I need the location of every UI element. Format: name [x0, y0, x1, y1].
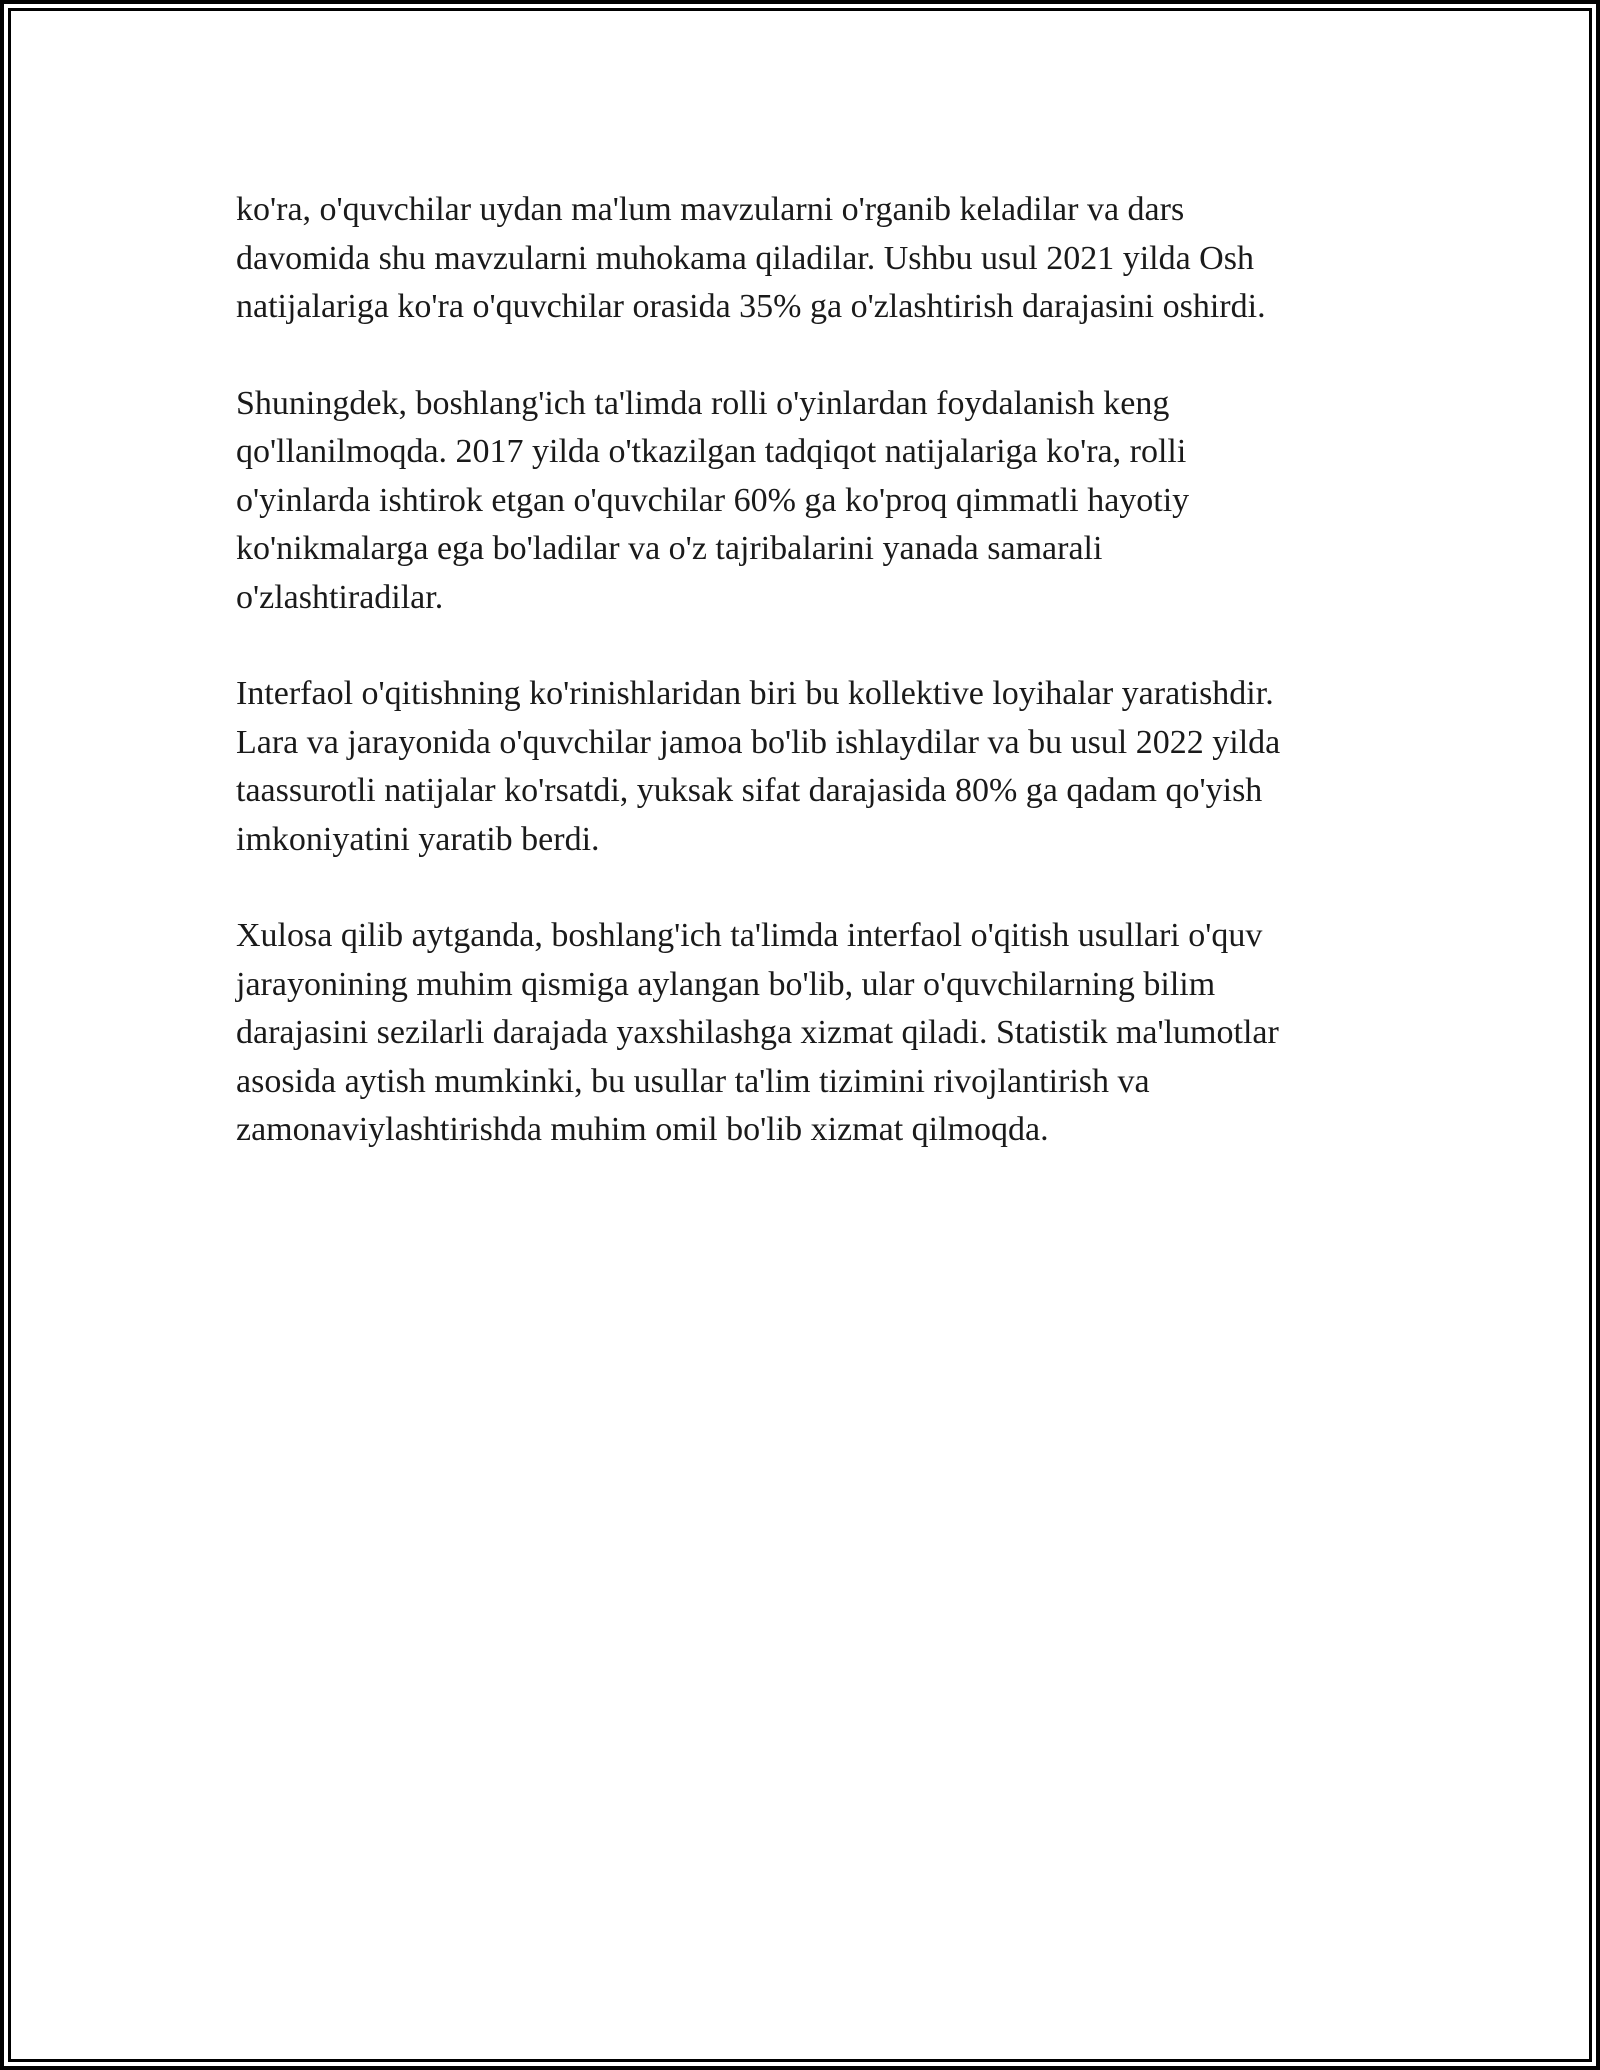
- text-line: o'zlashtiradilar.: [236, 578, 444, 616]
- text-line: Lara va jarayonida o'quvchilar jamoa bo'lib ishlaydilar va bu usul 2022 yilda: [236, 723, 1281, 761]
- text-line: Shuningdek, boshlang'ich ta'limda rolli o'yinlardan foydalanish keng: [236, 384, 1170, 422]
- text-line: Interfaol o'qitishning ko'rinishlaridan biri bu kollektive loyihalar yaratishdir.: [236, 675, 1274, 712]
- text-line: Xulosa qilib aytganda, boshlang'ich ta'limda interfaol o'qitish usullari o'quv: [236, 917, 1263, 954]
- text-line: zamonaviylashtirishda muhim omil bo'lib xizmat qilmoqda.: [236, 1111, 1049, 1148]
- text-line: ko'ra, o'quvchilar uydan ma'lum mavzularni o'rganib keladilar va dars: [236, 191, 1185, 228]
- text-line: davomida shu mavzularni muhokama qiladilar. Ushbu usul 2021 yilda Osh: [236, 239, 1254, 277]
- paragraph-4: [236, 912, 1416, 1155]
- text-line: qo'llanilmoqda. 2017 yilda o'tkazilgan tadqiqot natijalariga ko'ra, rolli: [236, 433, 1187, 470]
- paragraph-3: [236, 670, 1416, 864]
- text-line: natijalariga ko'ra o'quvchilar orasida 35% ga o'zlashtirish darajasini oshirdi.: [236, 288, 1266, 325]
- text-line: ko'nikmalarga ega bo'ladilar va o'z tajribalarini yanada samarali: [236, 530, 1103, 567]
- paragraph-1: [236, 186, 1416, 332]
- text-line: darajasini sezilarli darajada yaxshilashga xizmat qiladi. Statistik ma'lumotlar: [236, 1014, 1279, 1051]
- text-line: o'yinlarda ishtirok etgan o'quvchilar 60% ga ko'proq qimmatli hayotiy: [236, 481, 1190, 519]
- text-line: jarayonining muhim qismiga aylangan bo'lib, ular o'quvchilarning bilim: [236, 965, 1216, 1003]
- document-body: [236, 186, 1416, 1203]
- paragraph-2: [236, 380, 1416, 623]
- text-line: taassurotli natijalar ko'rsatdi, yuksak sifat darajasida 80% ga qadam qo'yish: [236, 772, 1263, 809]
- text-line: imkoniyatini yaratib berdi.: [236, 820, 600, 858]
- text-line: asosida aytish mumkinki, bu usullar ta'lim tizimini rivojlantirish va: [236, 1062, 1150, 1100]
